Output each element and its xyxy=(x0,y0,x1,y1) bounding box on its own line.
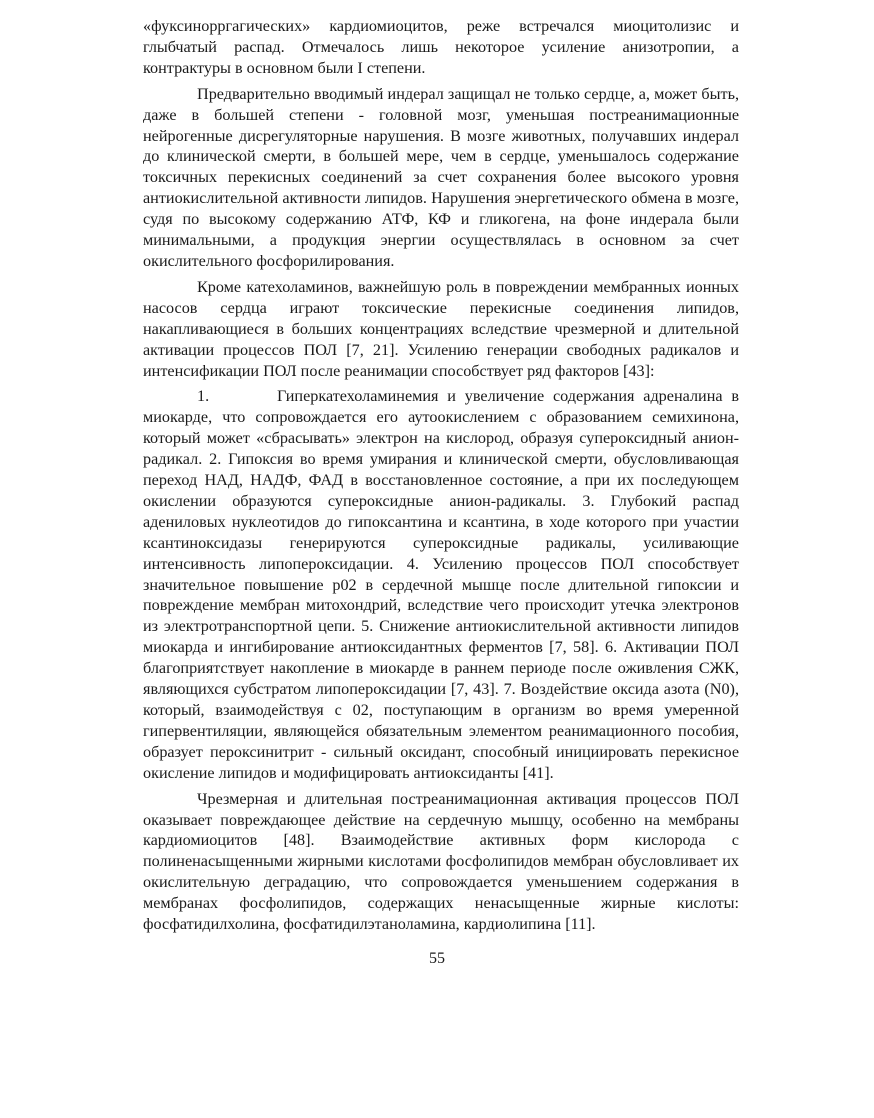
paragraph-3: Кроме катехоламинов, важнейшую роль в повреждении мембранных ионных насосов сердца играют токсические перекисные соединения липидов, накапливающиеся в больших концентрациях вследствие чрезмерной и длительной активации процессов ПОЛ [7, 21]. Усилению генерации свободных радикалов и интенсификации ПОЛ после реанимации способствует ряд факторов [43]: xyxy=(143,277,739,380)
page-number: 55 xyxy=(429,950,445,967)
paragraph-1: «фуксинорргагических» кардиомиоцитов, реже встречался миоцитолизис и глыбчатый распад. Отмечалось лишь некоторое усиление анизотропии, а контрактуры в основном были I степени. xyxy=(143,17,739,77)
list-paragraph-text: Гиперкатехоламинемия и увеличение содержания адреналина в миокарде, что сопровождается его аутоокислением с образованием семихинона, который может «сбрасывать» электрон на кислород, образуя супероксидный анион-радикал. 2. Гипоксия во время умирания и клинической смерти, обусловливающая переход НАД, НАДФ, ФАД в восстановленное состояние, а при их последующем окислении образуются супероксидные анион-радикалы. 3. Глубокий распад адениловых нуклеотидов до гипоксантина и ксантина, в ходе которого при участии ксантиноксидазы генерируются супероксидные радикалы, усиливающие интенсивность липопероксидации. 4. Усилению процессов ПОЛ способствует значительное повышение р02 в сердечной мышце после длительной гипоксии и повреждение мембран митохондрий, вследствие чего происходит утечка электронов из электротранспортной цепи. 5. Снижение антиокислительной активности липидов миокарда и ингибирование антиоксидантных ферментов [7, 58]. 6. Активации ПОЛ благоприятствует накопление в миокарде в раннем периоде после оживления СЖК, являющихся субстратом липопероксидации [7, 43]. 7. Воздействие оксида азота (N0), который, взаимодействуя с 02, поступающим в организм во время умеренной гипервентиляции, являющейся обязательным элементом реанимационного пособия, образует пероксинитрит - сильный оксидант, способный инициировать перекисное окисление липидов и модифицировать антиоксиданты [41]. xyxy=(143,387,739,782)
list-number: 1. xyxy=(197,387,210,406)
list-paragraph xyxy=(143,386,739,783)
body-text xyxy=(143,16,739,940)
paragraph-2: Предварительно вводимый индерал защищал не только сердце, а, может быть, даже в большей степени - головной мозг, уменьшая постреанимационные нейрогенные дисрегуляторные нарушения. В мозге животных, получавших индерал до клинической смерти, в большей мере, чем в сердце, уменьшалось содержание токсичных перекисных соединений за счет сохранения более высокого уровня антиокислительной активности липидов. Нарушения энергетического обмена в мозге, судя по высокому содержанию АТФ, КФ и гликогена, на фоне индерала были минимальными, а продукция энергии осуществлялась в основном за счет окислительного фосфорилирования. xyxy=(143,84,739,270)
paragraph-5: Чрезмерная и длительная постреанимационная активация процессов ПОЛ оказывает повреждающее действие на сердечную мышцу, особенно на мембраны кардиомиоцитов [48]. Взаимодействие активных форм кислорода с полиненасыщенными жирными кислотами фосфолипидов мембран обусловливает их окислительную деградацию, что сопровождается уменьшением содержания в мембранах фосфолипидов, содержащих ненасыщенные жирные кислоты: фосфатидилхолина, фосфатидилэтаноламина, кардиолипина [11]. xyxy=(143,789,739,934)
